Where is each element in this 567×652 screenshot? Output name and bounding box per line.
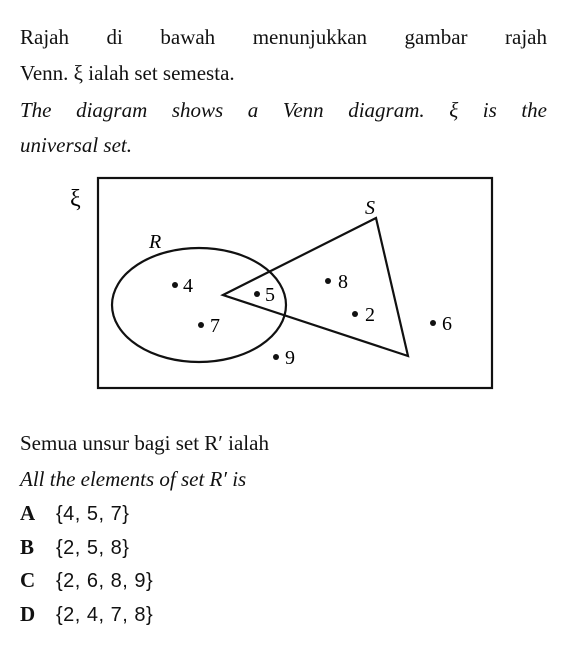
element-7-label: 7 (210, 315, 220, 337)
set-r-ellipse (112, 248, 286, 362)
element-6-dot (430, 320, 436, 326)
element-5-label: 5 (265, 284, 275, 306)
prompt-english: All the elements of set R′ is (20, 467, 247, 491)
element-2-dot (352, 311, 358, 317)
element-7 (198, 315, 220, 337)
element-9-label: 9 (285, 347, 295, 369)
choice-c-letter: C (20, 568, 36, 592)
element-6-label: 6 (442, 313, 452, 335)
set-s-triangle (223, 218, 408, 356)
prompt-malay: Semua unsur bagi set R′ ialah (20, 431, 269, 455)
element-8-dot (325, 278, 331, 284)
choice-a[interactable] (20, 500, 129, 527)
choice-b[interactable] (20, 534, 129, 561)
universal-set-rectangle (98, 178, 492, 388)
element-5 (254, 284, 275, 306)
element-4 (172, 275, 193, 297)
choice-d-letter: D (20, 602, 36, 626)
set-r-label: R (149, 231, 162, 253)
element-7-dot (198, 322, 204, 328)
choice-c[interactable] (20, 567, 153, 594)
choice-a-letter: A (20, 501, 36, 525)
element-9-dot (273, 354, 279, 360)
choice-b-text: {2, 5, 8} (56, 537, 130, 559)
element-4-label: 4 (183, 275, 193, 297)
element-2 (352, 304, 375, 326)
element-5-dot (254, 291, 260, 297)
element-8-label: 8 (338, 271, 348, 293)
choice-b-letter: B (20, 535, 35, 559)
choice-c-text: {2, 6, 8, 9} (56, 570, 154, 592)
question-malay-line-2: Venn. ξ ialah set semesta. (20, 61, 235, 85)
question-english-line-2: universal set. (20, 133, 132, 157)
element-2-label: 2 (365, 304, 375, 326)
set-s-label: S (365, 197, 375, 219)
choice-d-text: {2, 4, 7, 8} (56, 604, 154, 626)
question-english-line-1: The diagram shows a Venn diagram. ξ is the (20, 98, 547, 122)
question-malay-line-1: Rajah di bawah menunjukkan gambar rajah (20, 25, 547, 49)
choice-d[interactable] (20, 601, 153, 628)
element-9 (273, 347, 295, 369)
element-6 (430, 313, 452, 335)
element-4-dot (172, 282, 178, 288)
element-8 (325, 271, 348, 293)
choice-a-text: {4, 5, 7} (56, 503, 130, 525)
universal-set-symbol: ξ (70, 186, 81, 212)
